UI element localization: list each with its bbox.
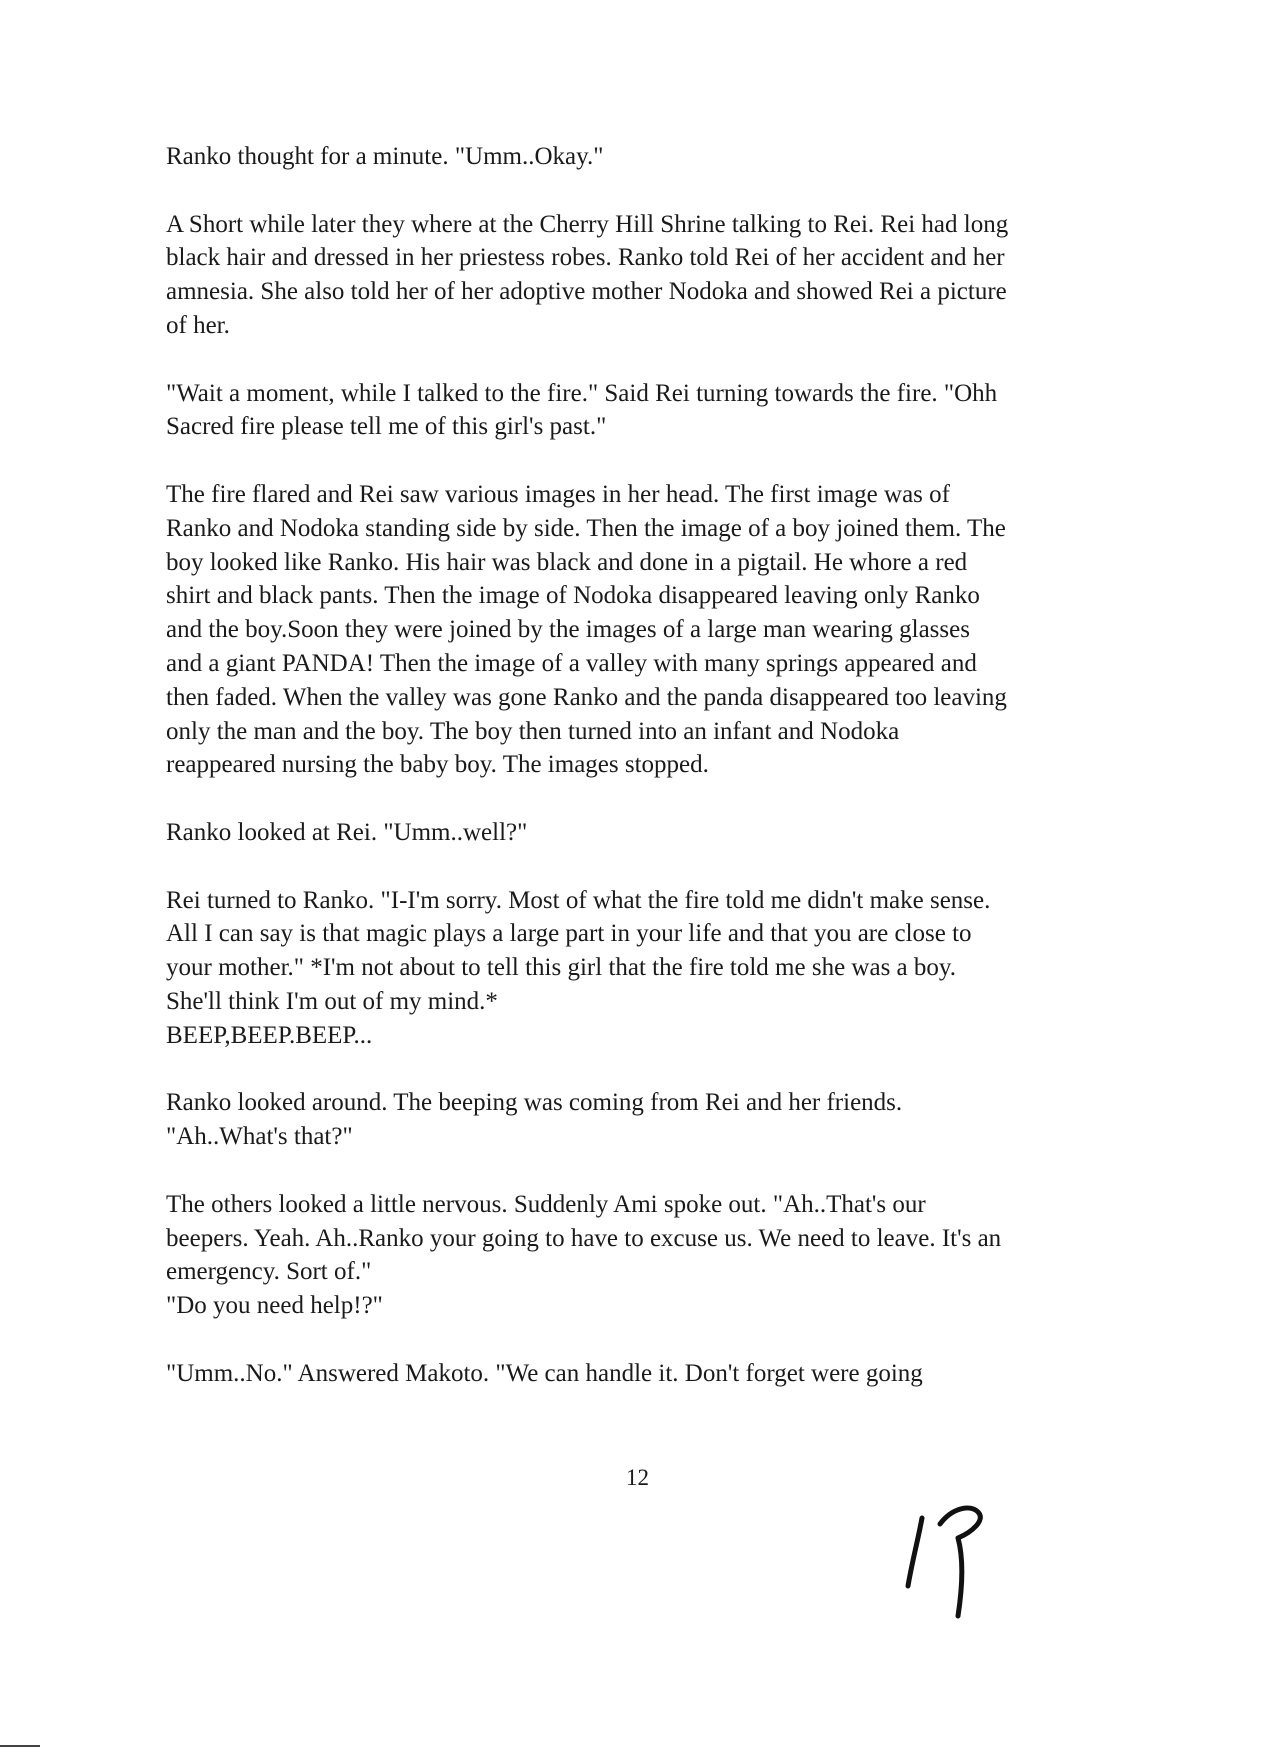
story-text — [166, 140, 1146, 1390]
paragraph-9: "Umm..No." Answered Makoto. "We can handle it. Don't forget were going — [166, 1359, 923, 1387]
paragraph-5: Ranko looked at Rei. "Umm..well?" — [166, 818, 528, 846]
paragraph-2: A Short while later they where at the Cherry Hill Shrine talking to Rei. Rei had long black hair and dressed in her priestess robes. Ranko told Rei of her accident and her amnesia. She also told her of her adoptive mother Nodoka and showed Rei a picture of her. — [166, 210, 1009, 339]
paragraph-1: Ranko thought for a minute. "Umm..Okay." — [166, 143, 604, 170]
paragraph-7: Ranko looked around. The beeping was coming from Rei and her friends. "Ah..What's that?" — [166, 1089, 903, 1151]
paragraph-6: Rei turned to Ranko. "I-I'm sorry. Most of what the fire told me didn't make sense. All I can say is that magic plays a large part in your life and that you are close to your mother." *I'm not about to tell this girl that the fire told me she was a boy. She'll think I'm out of my mind.* BEEP,BEEP.BEEP... — [166, 886, 991, 1049]
scan-edge-mark — [0, 1745, 40, 1747]
paragraph-8: The others looked a little nervous. Suddenly Ami spoke out. "Ah..That's our beepers. Yeah. Ah..Ranko your going to have to excuse us. We need to leave. It's an emergency. Sort of." "Do you need help!?" — [166, 1190, 1002, 1320]
paragraph-4: The fire flared and Rei saw various images in her head. The first image was of Ranko and Nodoka standing side by side. Then the image of a boy joined them. The boy looked like Ranko. His hair was black and done in a pigtail. He whore a red shirt and black pants. Then the image of Nodoka disappeared leaving only Ranko and the boy.Soon they were joined by the images of a large man wearing glasses and a giant PANDA! Then the image of a valley with many springs appeared and then faded. When the valley was gone Ranko and the panda disappeared too leaving only the man and the boy. The boy then turned into an infant and Nodoka reappeared nursing the baby boy. The images stopped. — [166, 480, 1007, 779]
handwritten-page-mark — [900, 1490, 990, 1620]
paragraph-3: "Wait a moment, while I talked to the fire." Said Rei turning towards the fire. "Ohh Sacred fire please tell me of this girl's past." — [166, 379, 998, 441]
page-number: 12 — [626, 1465, 649, 1490]
